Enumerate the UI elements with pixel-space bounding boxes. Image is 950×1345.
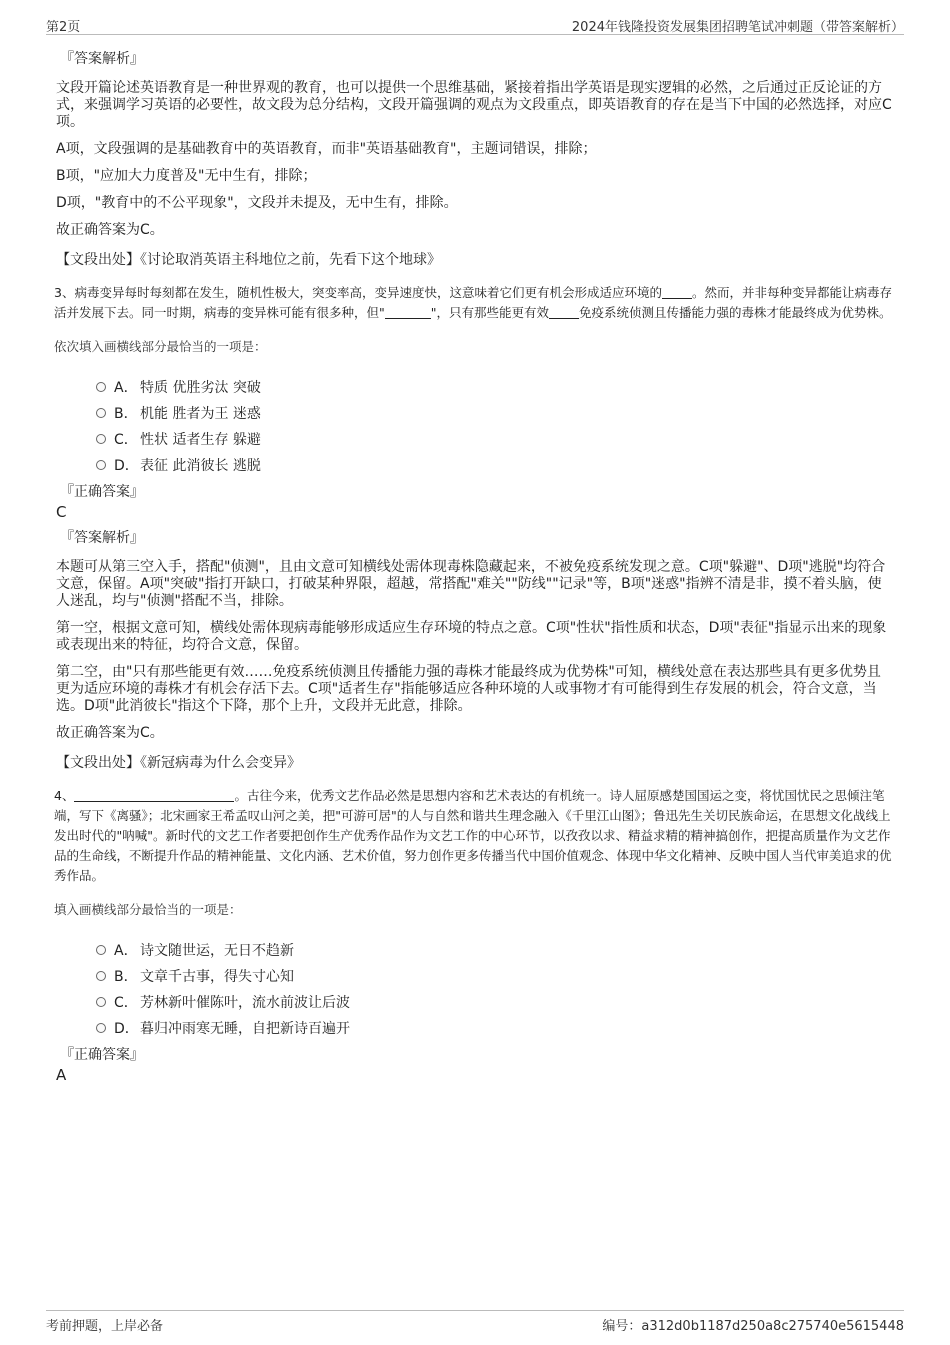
radio-icon[interactable] — [96, 460, 106, 470]
option-b[interactable]: B． 机能 胜者为王 迷惑 — [96, 401, 894, 427]
blank-2 — [385, 304, 431, 319]
document-id: 编号：a312d0b1187d250a8c275740e5615448 — [602, 1319, 904, 1334]
option-b[interactable]: B． 文章千古事，得失寸心知 — [96, 964, 894, 990]
question-3-text: 3、病毒变异每时每刻都在发生，随机性极大，突变率高，变异速度快，这意味着它们更有机会形成适应环境的 。然而，并非每种变异都能让病毒存活并发展下去。同一时期，病毒的变异株可能有很多种，但" "，只有那些能更有效 免疫系统侦测且传播能力强的毒株才能最终成为优势株。 — [54, 285, 892, 320]
option-a[interactable]: A． 特质 优胜劣汰 突破 — [96, 375, 894, 401]
radio-icon[interactable] — [96, 1023, 106, 1033]
analysis-paragraph: A项，文段强调的是基础教育中的英语教育，而非"英语基础教育"，主题词错误，排除； — [56, 141, 597, 157]
question-4-text: 4、 。古往今来，优秀文艺作品必然是思想内容和艺术表达的有机统一。诗人屈原感楚国国运之变，将忧国忧民之思倾注笔端，写下《离骚》；北宋画家王希孟叹山河之美，把"可游可居"的人与自然和谐共生理念融入《千里江山图》；鲁迅先生关切民族命运，在思想文化战线上发出时代的"呐喊"。新时代的文艺工作者要把创作生产优秀作品作为文艺工作的中心环节，以孜孜以求、精益求精的精神搞创作，把提高质量作为文艺作品的生命线，不断提升作品的精神能量、文化内涵、艺术价值，努力创作更多传播当代中国价值观念、体现中华文化精神、反映中国人当代审美追求的优秀作品。 — [54, 788, 892, 883]
blank-1 — [662, 284, 692, 299]
blank-1 — [74, 787, 234, 802]
page-header — [46, 12, 904, 35]
question-3-options — [56, 375, 894, 479]
radio-icon[interactable] — [96, 382, 106, 392]
footer-slogan: 考前押题，上岸必备 — [46, 1319, 164, 1334]
analysis-paragraph: 文段开篇论述英语教育是一种世界观的教育，也可以提供一个思维基础，紧接着指出学英语是现实逻辑的必然，之后通过正反论证的方式，来强调学习英语的必要性，故文段为总分结构，文段开篇强调的观点为文段重点，即英语教育的存在是当下中国的必然选择，对应C项。 — [56, 80, 892, 130]
answer-label: 『正确答案』 — [60, 1047, 144, 1063]
option-c[interactable]: C． 性状 适者生存 躲避 — [96, 427, 894, 453]
answer-value: A — [56, 1066, 67, 1084]
question-4-options — [56, 938, 894, 1042]
page-content — [56, 44, 894, 1090]
analysis-paragraph: B项，"应加大力度普及"无中生有，排除； — [56, 168, 317, 184]
document-title: 2024年钱隆投资发展集团招聘笔试冲刺题（带答案解析） — [571, 20, 904, 35]
page-number: 第2页 — [46, 20, 81, 35]
question-3-prompt: 依次填入画横线部分最恰当的一项是： — [54, 339, 267, 354]
analysis-paragraph: D项，"教育中的不公平现象"，文段并未提及，无中生有，排除。 — [56, 195, 458, 211]
radio-icon[interactable] — [96, 408, 106, 418]
radio-icon[interactable] — [96, 971, 106, 981]
analysis-paragraph: 故正确答案为C。 — [56, 222, 164, 238]
radio-icon[interactable] — [96, 945, 106, 955]
radio-icon[interactable] — [96, 434, 106, 444]
passage-source: 【文段出处】《新冠病毒为什么会变异》 — [56, 755, 301, 771]
radio-icon[interactable] — [96, 997, 106, 1007]
option-d[interactable]: D． 暮归冲雨寒无睡，自把新诗百遍开 — [96, 1016, 894, 1042]
analysis-paragraph: 第一空，根据文意可知，横线处需体现病毒能够形成适应生存环境的特点之意。C项"性状"指性质和状态，D项"表征"指显示出来的现象或表现出来的特征，均符合文意，保留。 — [56, 620, 887, 653]
option-d[interactable]: D． 表征 此消彼长 逃脱 — [96, 453, 894, 479]
blank-3 — [549, 304, 579, 319]
answer-value: C — [56, 503, 67, 521]
passage-source: 【文段出处】《讨论取消英语主科地位之前，先看下这个地球》 — [56, 252, 441, 268]
analysis-paragraph: 本题可从第三空入手，搭配"侦测"，且由文意可知横线处需体现毒株隐藏起来，不被免疫系统发现之意。C项"躲避"、D项"逃脱"均符合文意，保留。A项"突破"指打开缺口，打破某种界限，超越，常搭配"难关""防线""记录"等，B项"迷惑"指辨不清是非，摸不着头脑，使人迷乱，均与"侦测"搭配不当，排除。 — [56, 559, 886, 609]
option-a[interactable]: A． 诗文随世运，无日不趋新 — [96, 938, 894, 964]
analysis-label: 『答案解析』 — [60, 51, 144, 67]
answer-label: 『正确答案』 — [60, 484, 144, 500]
option-c[interactable]: C． 芳林新叶催陈叶，流水前波让后波 — [96, 990, 894, 1016]
analysis-paragraph: 故正确答案为C。 — [56, 725, 164, 741]
page-footer — [46, 1310, 904, 1335]
analysis-label: 『答案解析』 — [60, 530, 144, 546]
analysis-paragraph: 第二空，由"只有那些能更有效……免疫系统侦测且传播能力强的毒株才能最终成为优势株"可知，横线处意在表达那些具有更多优势且更为适应环境的毒株才有机会存活下去。C项"适者生存"指能够适应各种环境的人或事物才有可能得到生存发展的机会，符合文意，当选。D项"此消彼长"指这个下降，那个上升，文段并无此意，排除。 — [56, 664, 881, 714]
question-4-prompt: 填入画横线部分最恰当的一项是： — [54, 902, 242, 917]
